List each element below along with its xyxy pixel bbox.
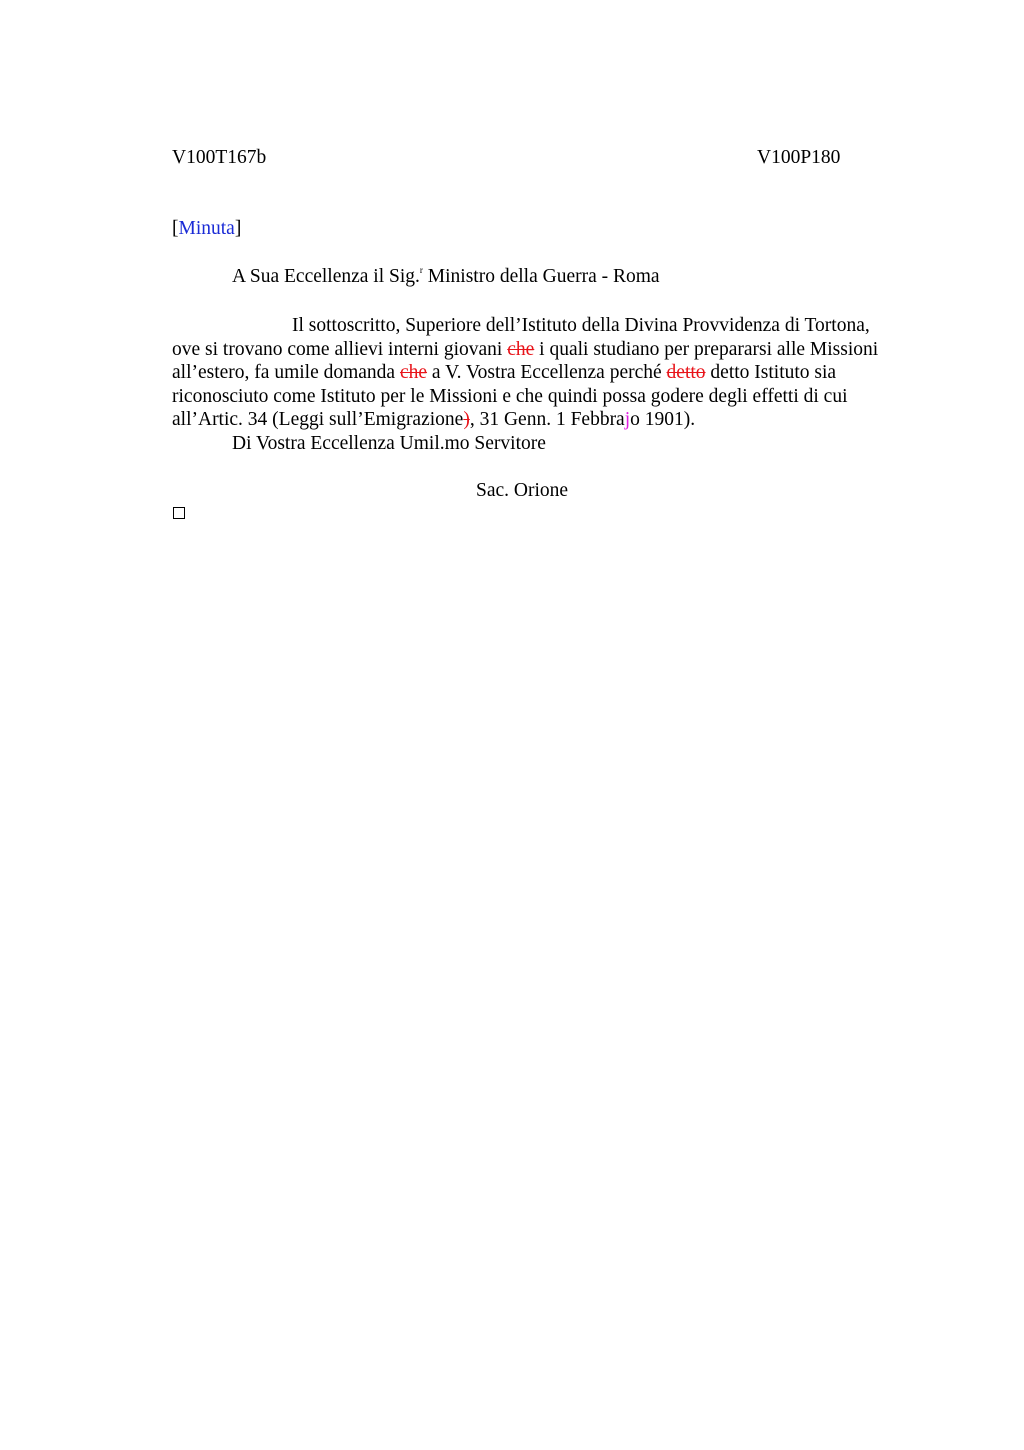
body-line-3 — [172, 361, 932, 385]
open-bracket: [ — [172, 218, 179, 239]
addressee-line — [232, 266, 660, 288]
signature: Sac. Orione — [476, 480, 569, 501]
deleted-character: ) — [463, 409, 470, 430]
addressee-start: A Sua Eccellenza il Sig. — [232, 266, 420, 287]
body-line-5 — [172, 408, 932, 432]
body-line-5-c: o 1901). — [630, 409, 696, 430]
body-line-2-b: i quali studiano per prepararsi alle Missioni — [534, 338, 879, 360]
deleted-word: che — [399, 362, 428, 383]
body-line-3-a: all’estero, fa umile domanda — [172, 362, 400, 383]
close-bracket: ] — [234, 218, 242, 239]
body-line-3-c: detto Istituto sia — [705, 362, 837, 383]
closing-line: Di Vostra Eccellenza Umil.mo Servitore — [232, 432, 546, 454]
deleted-word: che — [507, 338, 535, 360]
addressee-end: Ministro della Guerra - Roma — [422, 266, 660, 287]
inserted-character: j — [624, 409, 631, 430]
body-line-2 — [172, 338, 932, 362]
body-line-1: Il sottoscritto, Superiore dell’Istituto della Divina Provvidenza di Tortona, — [292, 315, 870, 336]
body-line-4: riconosciuto come Istituto per le Missioni e che quindi possa godere degli effetti di cui — [172, 385, 848, 407]
addressee-superscript: r — [419, 265, 423, 275]
end-marker-box — [173, 507, 185, 519]
document-code-right: V100P180 — [757, 147, 841, 168]
letter-body — [172, 314, 932, 455]
body-line-5-a: all’Artic. 34 (Leggi sull’Emigrazione — [172, 409, 464, 430]
document-code-left: V100T167b — [172, 147, 267, 168]
body-line-5-b: , 31 Genn. 1 Febbra — [469, 409, 625, 430]
body-line-2-a: ove si trovano come allievi interni giovani — [172, 338, 508, 360]
deleted-word: detto — [666, 362, 706, 383]
body-line-3-b: a V. Vostra Eccellenza perché — [427, 362, 667, 383]
minuta-label — [172, 218, 241, 240]
minuta-text: Minuta — [178, 218, 235, 239]
